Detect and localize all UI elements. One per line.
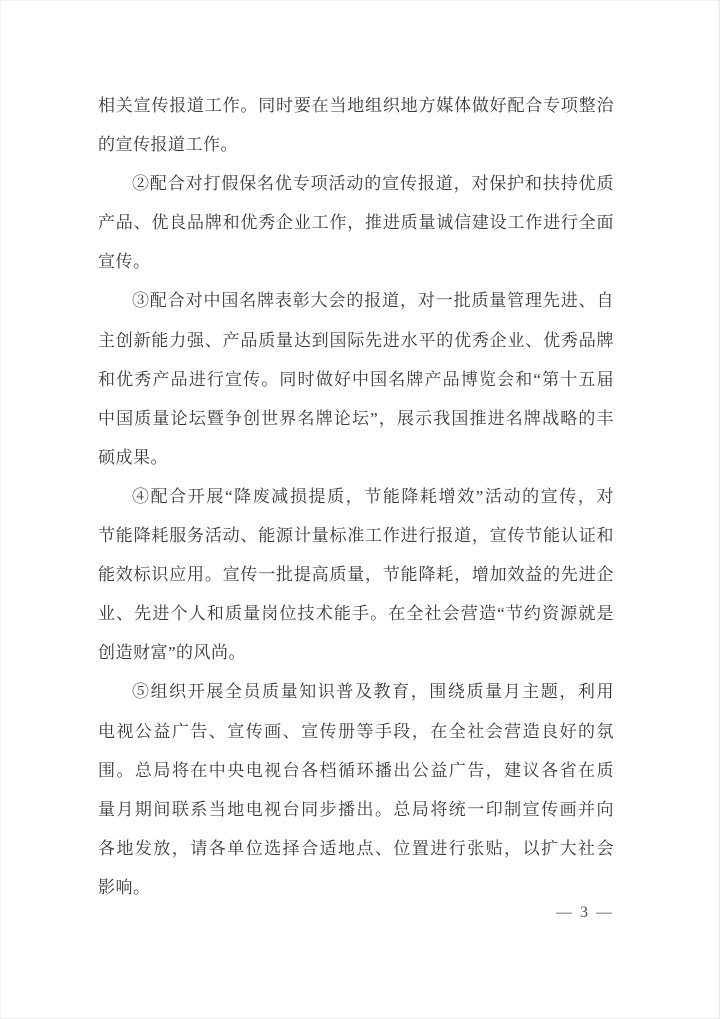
text-line: 宣传。 <box>98 252 151 272</box>
text-line: 业、先进个人和质量岗位技术能手。在全社会营造“节约资源就是 <box>98 604 614 624</box>
text-line: 围。总局将在中央电视台各档循环播出公益广告，建议各省在质 <box>98 760 614 780</box>
text-line: 能效标识应用。宣传一批提高质量，节能降耗，增加效益的先进企 <box>98 565 614 585</box>
text-line: 的宣传报道工作。 <box>98 135 238 155</box>
text-line: 节能降耗服务活动、能源计量标准工作进行报道，宣传节能认证和 <box>98 526 614 546</box>
text-line: 中国质量论坛暨争创世界名牌论坛”，展示我国推进名牌战略的丰 <box>98 408 614 428</box>
text-line: 创造财富”的风尚。 <box>98 643 247 663</box>
text-line: ④配合开展“降废减损提质，节能降耗增效”活动的宣传，对 <box>132 486 614 506</box>
text-line: 和优秀产品进行宣传。同时做好中国名牌产品博览会和“第十五届 <box>98 369 614 389</box>
text-line: ②配合对打假保名优专项活动的宣传报道，对保护和扶持优质 <box>132 174 614 194</box>
text-line: 产品、优良品牌和优秀企业工作，推进质量诚信建设工作进行全面 <box>98 213 614 233</box>
document-body <box>98 86 614 907</box>
text-line: 影响。 <box>98 877 151 897</box>
page-number: — 3 — <box>556 904 614 921</box>
text-line: 硕成果。 <box>98 447 168 467</box>
text-line: 电视公益广告、宣传画、宣传册等手段，在全社会营造良好的氛 <box>98 721 614 741</box>
text-line: ⑤组织开展全员质量知识普及教育，围绕质量月主题，利用 <box>132 682 614 702</box>
text-line: 量月期间联系当地电视台同步播出。总局将统一印制宣传画并向 <box>98 799 614 819</box>
text-line: 相关宣传报道工作。同时要在当地组织地方媒体做好配合专项整治 <box>98 96 614 115</box>
text-line: 各地发放，请各单位选择合适地点、位置进行张贴，以扩大社会 <box>98 838 614 858</box>
text-line: 主创新能力强、产品质量达到国际先进水平的优秀企业、优秀品牌 <box>98 330 614 350</box>
text-line: ③配合对中国名牌表彰大会的报道，对一批质量管理先进、自 <box>132 291 614 311</box>
